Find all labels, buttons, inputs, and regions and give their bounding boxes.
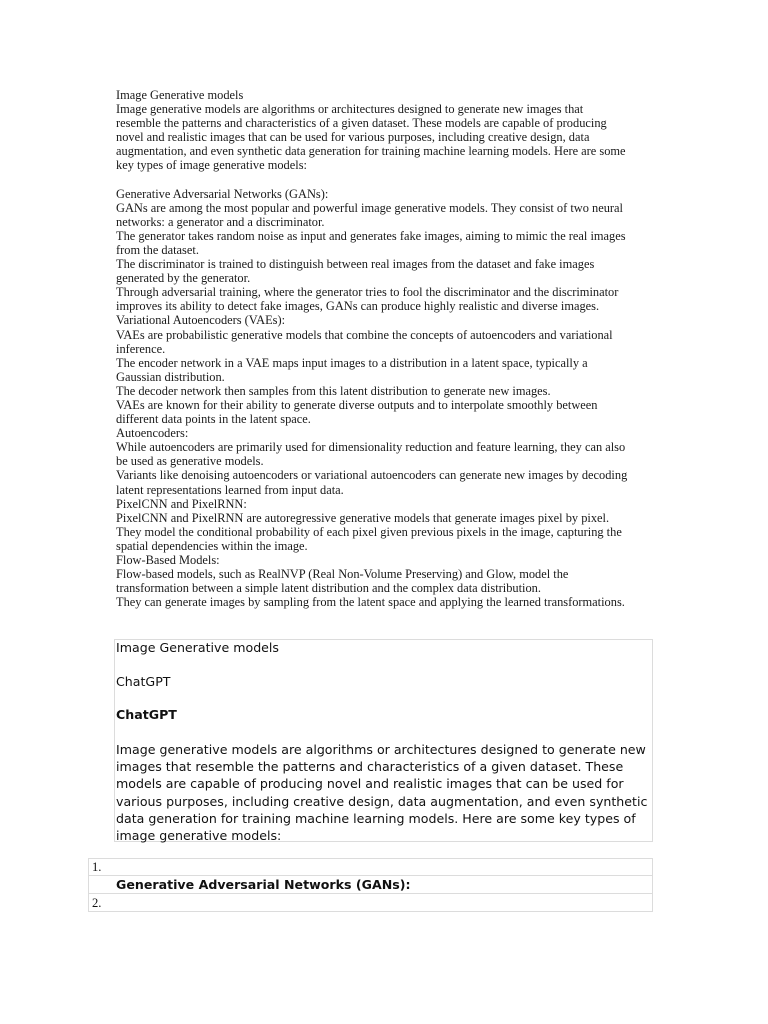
chat-source-label: ChatGPT [116,674,171,689]
text-line: resemble the patterns and characteristics of a given dataset. These models are capable of producing [116,116,607,131]
section-heading-vaes: Variational Autoencoders (VAEs): [116,313,286,328]
list-item-heading: Generative Adversarial Networks (GANs): [116,877,411,892]
section-heading-gans: Generative Adversarial Networks (GANs): [116,186,329,201]
document-body-text [116,88,656,609]
text-line: improves its ability to detect fake images, GANs can produce highly realistic and diverse images. [116,299,600,314]
text-line: VAEs are probabilistic generative models that combine the concepts of autoencoders and variational [116,327,613,342]
list-row [88,858,653,876]
text-line: Variants like denoising autoencoders or variational autoencoders can generate new images by decoding [116,468,628,483]
list-item-number: 2. [92,896,102,910]
text-line: augmentation, and even synthetic data generation for training machine learning models. Here are some [116,144,626,159]
text-line: spatial dependencies within the image. [116,538,308,553]
chat-heading: Image Generative models [116,640,279,655]
text-line: VAEs are known for their ability to generate diverse outputs and to interpolate smoothly between [116,397,598,412]
text-line: generated by the generator. [116,271,251,286]
text-line: different data points in the latent space. [116,412,311,427]
text-line: The encoder network in a VAE maps input images to a distribution in a latent space, typically a [116,355,588,370]
blank-line [116,173,656,187]
section-heading-autoencoders: Autoencoders: [116,426,189,441]
list-item-number: 1. [92,860,102,874]
text-line: Flow-based models, such as RealNVP (Real Non-Volume Preserving) and Glow, model the [116,567,569,582]
text-line: transformation between a simple latent distribution and the complex data distribution. [116,581,541,596]
text-line: novel and realistic images that can be used for various purposes, including creative design, data [116,130,590,145]
text-line: Image Generative models [116,88,244,102]
text-line: be used as generative models. [116,454,264,469]
text-line: The decoder network then samples from this latent distribution to generate new images. [116,383,551,398]
text-line: PixelCNN and PixelRNN are autoregressive generative models that generate images pixel by pixel. [116,510,610,525]
text-line: GANs are among the most popular and powerful image generative models. They consist of two neural [116,200,623,215]
text-line: The generator takes random noise as input and generates fake images, aiming to mimic the real images [116,228,626,243]
text-line: networks: a generator and a discriminator. [116,214,325,229]
list-row [88,894,653,912]
text-line: inference. [116,341,166,356]
chat-author-label: ChatGPT [116,707,177,722]
text-line: Image generative models are algorithms or architectures designed to generate new images that [116,102,584,117]
text-line: They can generate images by sampling from the latent space and applying the learned transformations. [116,595,625,610]
section-heading-flow-based: Flow-Based Models: [116,553,220,567]
text-line: latent representations learned from input data. [116,482,344,497]
text-line: They model the conditional probability of each pixel given previous pixels in the image, capturing the [116,524,622,539]
text-line: Gaussian distribution. [116,369,225,384]
text-line: from the dataset. [116,242,199,257]
section-heading-pixelcnn: PixelCNN and PixelRNN: [116,496,247,511]
text-line: key types of image generative models: [116,158,307,173]
chat-body-text: Image generative models are algorithms or architectures designed to generate new images that resemble the patterns and characteristics of a given dataset. These models are capable of producing novel and realistic images that can be used for various purposes, including creative design, data augmentation, and even synthetic data generation for training machine learning models. Here are some key types of image generative models: [116,742,648,844]
text-line: While autoencoders are primarily used for dimensionality reduction and feature learning, they can also [116,440,626,455]
text-line: The discriminator is trained to distinguish between real images from the dataset and fake images [116,257,595,272]
text-line: Through adversarial training, where the generator tries to fool the discriminator and the discriminator [116,285,619,300]
